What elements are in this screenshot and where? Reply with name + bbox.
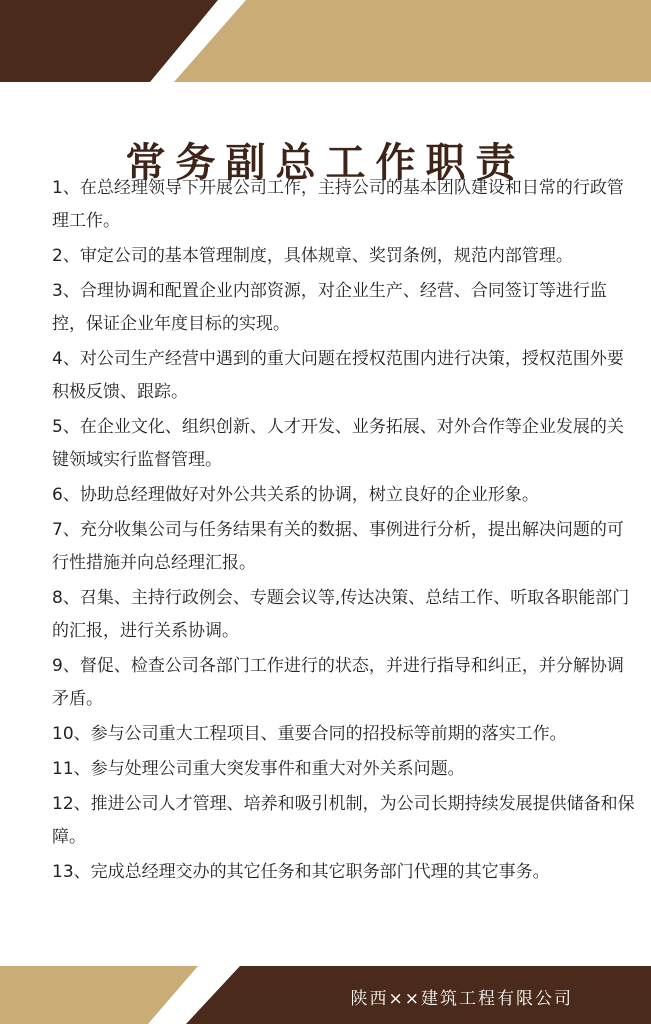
duty-item: 10、参与公司重大工程项目、重要合同的招投标等前期的落实工作。 xyxy=(52,724,567,744)
duty-item: 5、在企业文化、组织创新、人才开发、业务拓展、对外合作等企业发展的关键领域实行监督管理。 xyxy=(52,417,624,470)
top-decor-shapes xyxy=(0,0,651,82)
duty-item: 7、充分收集公司与任务结果有关的数据、事例进行分析，提出解决问题的可行性措施并向总经理汇报。 xyxy=(52,520,624,573)
duty-item: 12、推进公司人才管理、培养和吸引机制，为公司长期持续发展提供储备和保障。 xyxy=(52,794,635,847)
duty-item: 8、召集、主持行政例会、专题会议等,传达决策、总结工作、听取各职能部门的汇报，进行关系协调。 xyxy=(52,588,630,641)
duty-item: 1、在总经理领导下开展公司工作，主持公司的基本团队建设和日常的行政管理工作。 xyxy=(52,178,624,231)
company-name: 陕西××建筑工程有限公司 xyxy=(350,989,573,1009)
duty-item: 13、完成总经理交办的其它任务和其它职务部门代理的其它事务。 xyxy=(52,862,550,882)
duty-item: 9、督促、检查公司各部门工作进行的状态，并进行指导和纠正，并分解协调矛盾。 xyxy=(52,656,624,709)
top-gold-stripe xyxy=(174,0,651,82)
duty-item: 2、审定公司的基本管理制度，具体规章、奖罚条例，规范内部管理。 xyxy=(52,246,573,266)
duty-item: 6、协助总经理做好对外公共关系的协调，树立良好的企业形象。 xyxy=(52,485,539,505)
bottom-gold-stripe xyxy=(0,966,198,1024)
duty-item: 4、对公司生产经营中遇到的重大问题在授权范围内进行决策，授权范围外要积极反馈、跟踪。 xyxy=(52,349,624,402)
duty-list xyxy=(52,172,637,891)
page-title: 常务副总工作职责 xyxy=(125,139,526,186)
top-decor-band xyxy=(0,0,651,82)
duty-item: 3、合理协调和配置企业内部资源，对企业生产、经营、合同签订等进行监控，保证企业年度目标的实现。 xyxy=(52,281,607,334)
duty-item: 11、参与处理公司重大突发事件和重大对外关系问题。 xyxy=(52,759,465,779)
